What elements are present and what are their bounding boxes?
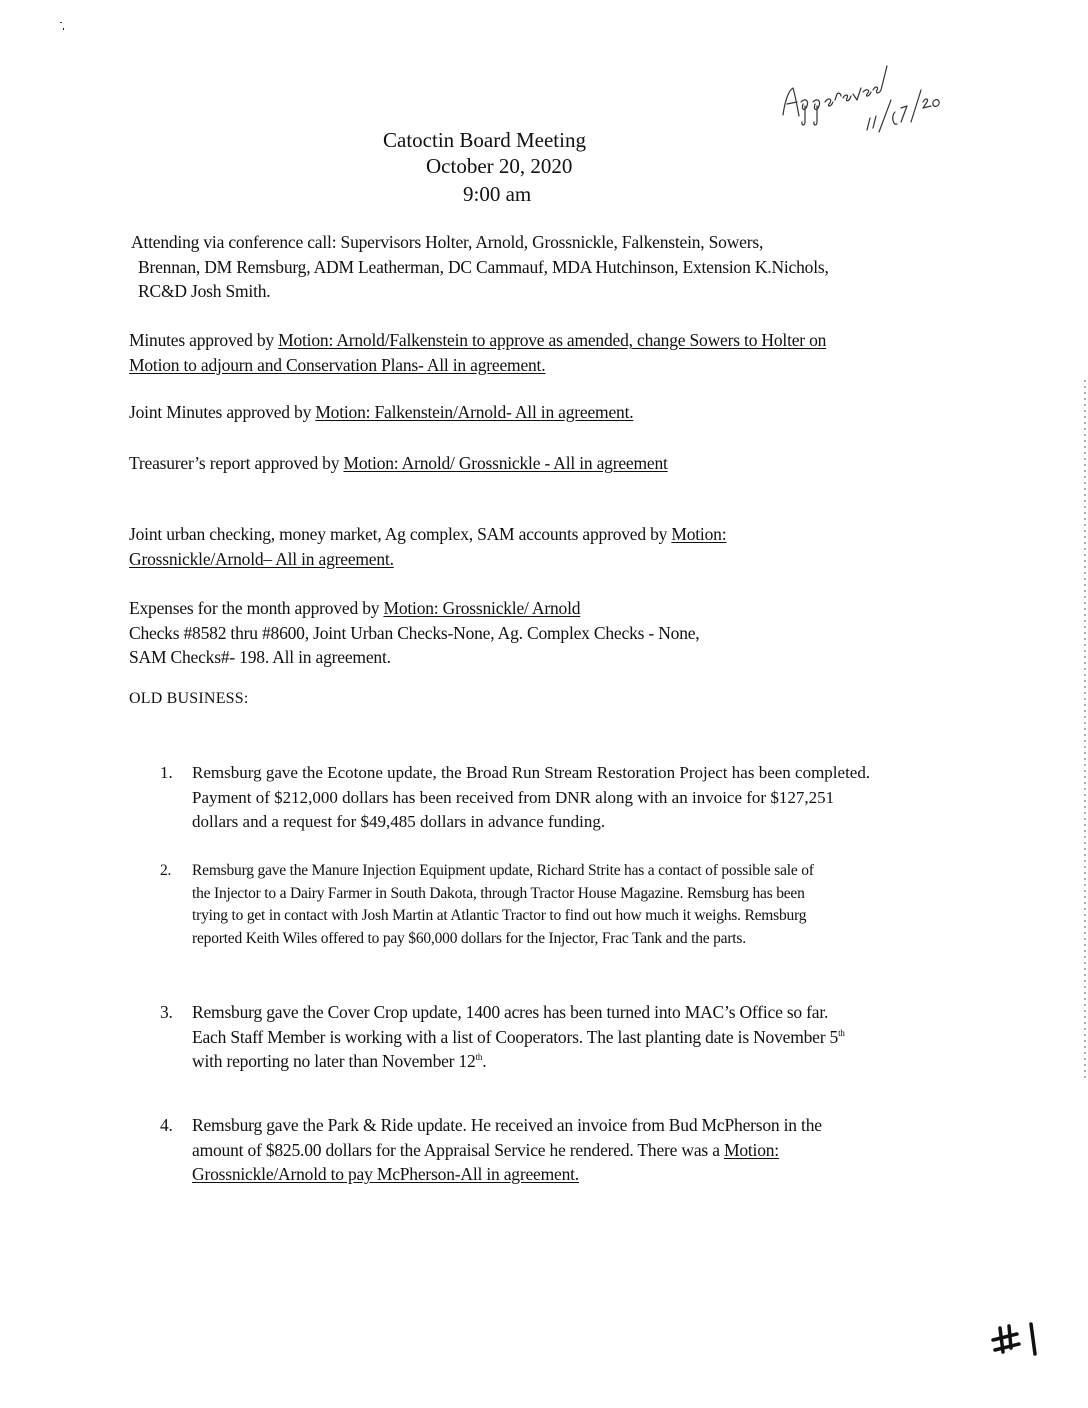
handwritten-page-number [985,1318,1045,1378]
urban-accounts-motion-cont: Grossnickle/Arnold– All in agreement. [129,548,394,569]
meeting-time: 9:00 am [463,182,532,206]
item-number: 2. [160,862,172,879]
park-ride-motion: Motion: [723,1139,779,1160]
scan-edge-artifact [1084,380,1086,1080]
treasurer-report-motion: Motion: Arnold/ Grossnickle - All in agreement [343,453,668,473]
attendance-paragraph [131,230,829,304]
expenses-sam-checks-line: SAM Checks#- 198. All in agreement. [129,647,391,667]
handwritten-approval-note [775,60,955,150]
item-line: Remsburg gave the Park & Ride update. He received an invoice from Bud McPherson in the [192,1115,822,1135]
urban-accounts-label: Joint urban checking, money market, Ag complex, SAM accounts approved by [129,524,672,544]
item-line: Remsburg gave the Manure Injection Equipment update, Richard Strite has a contact of possible sale of [192,862,814,879]
treasurer-report-paragraph [129,451,668,476]
expenses-motion: Motion: Grossnickle/ Arnold [383,598,581,618]
item-line [192,1162,822,1187]
item-line: Each Staff Member is working with a list of Cooperators. The last planting date is November 5th [192,1026,845,1047]
urban-accounts-motion: Motion: [671,524,727,544]
joint-minutes-motion: Motion: Falkenstein/Arnold- All in agreement. [315,402,634,422]
item-number: 3. [160,1002,173,1022]
attendance-line-1: Attending via conference call: Supervisors Holter, Arnold, Grossnickle, Falkenstein, Sowers, [131,232,764,252]
item-line: with reporting no later than November 12th. [192,1051,487,1071]
item-line: Remsburg gave the Ecotone update, the Broad Run Stream Restoration Project has been completed. [192,763,871,782]
joint-minutes-label: Joint Minutes approved by [129,402,316,422]
attendance-line-3: RC&D Josh Smith. [138,281,271,301]
item-number: 4. [160,1115,173,1135]
minutes-approval-label: Minutes approved by [129,330,279,350]
item-line: amount of $825.00 dollars for the Appraisal Service he rendered. There was a Motion: [192,1139,779,1160]
item-number: 1. [160,763,173,782]
minutes-motion-text: Motion: Arnold/Falkenstein to approve as amended, change Sowers to Holter on [278,330,827,350]
minutes-motion-text-cont: Motion to adjourn and Conservation Plans- All in agreement. [129,354,546,375]
joint-minutes-paragraph [129,400,633,425]
scan-speck [58,20,68,32]
park-ride-motion-cont: Grossnickle/Arnold to pay McPherson-All in agreement. [192,1164,579,1184]
expenses-paragraph [129,596,700,670]
attendance-line-2: Brennan, DM Remsburg, ADM Leatherman, DC Cammauf, MDA Hutchinson, Extension K.Nichols, [138,256,829,277]
ordinal-suffix: th [475,1052,483,1063]
ordinal-suffix: th [838,1027,845,1038]
item-line: reported Keith Wiles offered to pay $60,000 dollars for the Injector, Frac Tank and the parts. [192,929,746,947]
item-line: trying to get in contact with Josh Martin at Atlantic Tractor to find out how much it weighs. Remsburg [192,907,807,924]
meeting-date: October 20, 2020 [426,154,573,178]
old-business-heading: OLD BUSINESS: [129,690,249,707]
expenses-label: Expenses for the month approved by [129,598,384,618]
item-line: Payment of $212,000 dollars has been received from DNR along with an invoice for $127,251 [192,787,835,807]
item-line: the Injector to a Dairy Farmer in South Dakota, through Tractor House Magazine. Remsburg has been [192,884,805,902]
item-line: dollars and a request for $49,485 dollars in advance funding. [192,812,606,831]
item-line: Remsburg gave the Cover Crop update, 1400 acres has been turned into MAC’s Office so far. [192,1002,829,1022]
meeting-title: Catoctin Board Meeting [383,128,586,152]
urban-accounts-paragraph [129,522,726,571]
expenses-checks-line: Checks #8582 thru #8600, Joint Urban Checks-None, Ag. Complex Checks - None, [129,622,700,643]
treasurer-report-label: Treasurer’s report approved by [129,453,344,473]
minutes-approval-paragraph [129,328,826,377]
